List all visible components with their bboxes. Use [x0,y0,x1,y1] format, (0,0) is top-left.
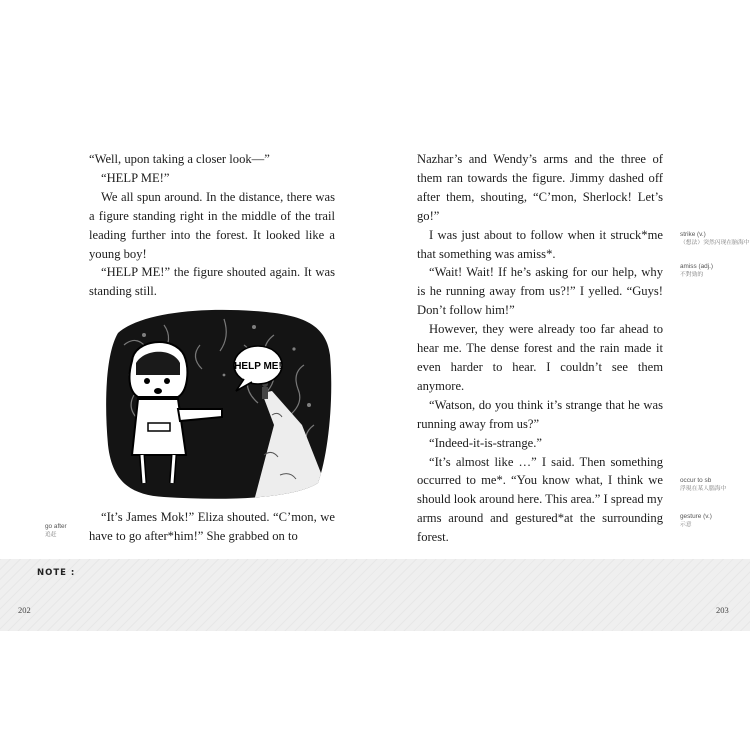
paragraph: “Indeed-it-is-strange.” [429,435,542,450]
page-number-right: 203 [716,605,729,615]
paragraph: “Well, upon taking a closer look—” [89,152,270,166]
glossary-entry [45,522,67,540]
speech-bubble-text: HELP ME! [234,361,282,372]
glossary-term: amiss (adj.) [680,263,714,270]
glossary-meaning: 不對勁的 [680,272,704,278]
paragraph: “Wait! Wait! If he’s asking for our help, why is he running away from us?!” I yelled. “Guys! Don’t follow him!” [417,265,663,318]
paragraph: I was just about to follow when it struck*me that something was amiss*. [417,227,663,261]
paragraph: “It’s almost like …” I said. Then something occurred to me*. “You know what, I think we should look around here. This area.” I spread my arms around and gestured*at the surrounding forest. [417,454,663,545]
glossary-entry [680,476,726,494]
left-page-text-top [89,150,335,301]
paragraph: Nazhar’s and Wendy’s arms and the three of them ran towards the figure. Jimmy dashed off after them, shouting, “C’mon, Sherlock! Let’s go!” [417,152,663,223]
paragraph: However, they were already too far ahead to hear me. The dense forest and the rain made it even harder to hear. I couldn’t see them anymore. [417,322,663,393]
paragraph: “HELP ME!” [101,170,170,185]
glossary-term: strike (v.) [680,231,706,238]
glossary-term: gesture (v.) [680,513,712,520]
page-number-left: 202 [18,605,31,615]
glossary-entry [680,230,750,248]
right-page-text [417,150,663,547]
paragraph: “HELP ME!” the figure shouted again. It was standing still. [89,265,335,299]
glossary-term: occur to sb [680,477,712,484]
note-label: NOTE : [37,568,76,578]
glossary-term: go after [45,523,67,530]
left-page-text-bottom [89,508,335,546]
glossary-meaning: 示意 [680,522,692,528]
glossary-entry [680,512,712,530]
glossary-meaning: 追赶 [45,532,57,538]
paragraph: We all spun around. In the distance, there was a figure standing right in the middle of the trail leading further into the forest. It looked like a young boy! [89,189,335,261]
glossary-meaning: （想法）突然闪现在脑海中 [680,240,750,246]
paragraph: “It’s James Mok!” Eliza shouted. “C’mon, we have to go after*him!” She grabbed on to [89,510,335,543]
note-band [0,559,750,631]
glossary-meaning: 浮現在某人腦海中 [680,486,727,492]
glossary-entry [680,262,713,280]
forest-illustration [104,305,332,501]
paragraph: “Watson, do you think it’s strange that he was running away from us?” [417,397,663,431]
